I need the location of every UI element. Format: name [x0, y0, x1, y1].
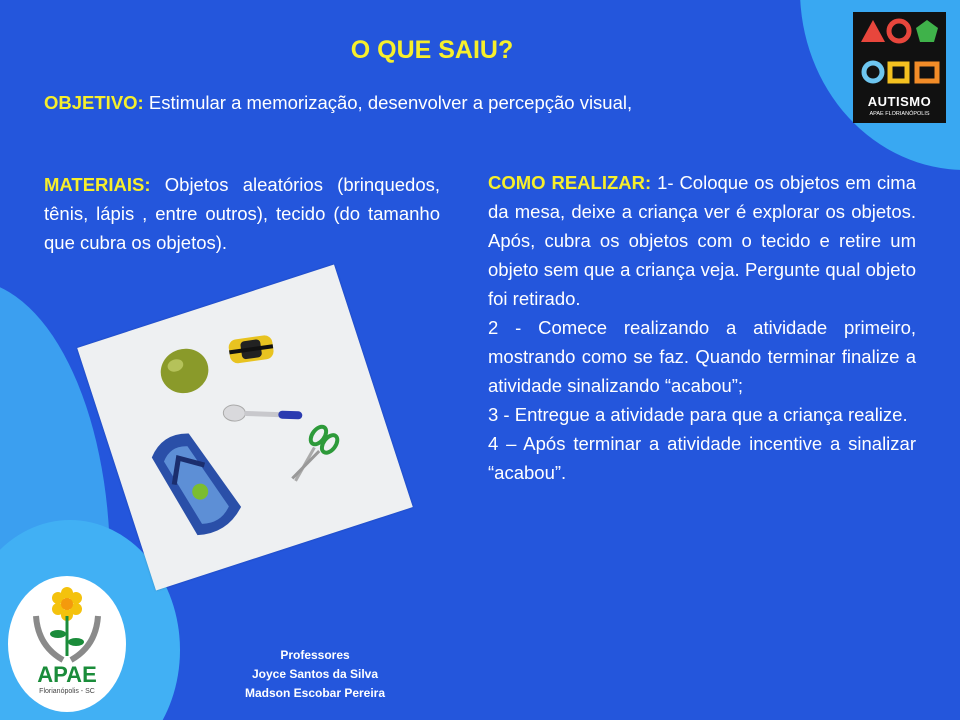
autismo-shapes-icon [853, 12, 946, 92]
credits-teacher-2: Madson Escobar Pereira [244, 686, 386, 700]
objetivo-text: Estimular a memorização, desenvolver a percepção visual, [143, 92, 633, 113]
como-realizar-paragraph [488, 168, 916, 487]
como-realizar-step-4: 4 – Após terminar a atividade incentive a sinalizar “acabou”. [488, 433, 916, 483]
autismo-logo-name: AUTISMO [867, 94, 932, 109]
objetivo-paragraph [44, 88, 744, 117]
como-realizar-label: COMO REALIZAR: [488, 172, 652, 193]
como-realizar-step-3: 3 - Entregue a atividade para que a criança realize. [488, 404, 908, 425]
apae-flower-hands-icon [8, 576, 126, 666]
apae-logo-city: Florianópolis - SC [39, 688, 95, 695]
lime-fruit [155, 343, 214, 400]
materiais-text: Objetos aleatórios (brinquedos, tênis, lápis , entre outros), tecido (do tamanho que cubra os objetos). [44, 174, 440, 253]
como-realizar-step-2: 2 - Comece realizando a atividade primeiro, mostrando como se faz. Quando terminar finalize a atividade sinalizando “acabou”; [488, 317, 916, 396]
credits [200, 646, 430, 703]
credits-heading: Professores [280, 648, 350, 662]
materiais-label: MATERIAIS: [44, 174, 151, 195]
apae-logo-name: APAE [37, 662, 97, 687]
autismo-logo-subtitle: APAE FLORIANÓPOLIS [869, 111, 930, 117]
credits-teacher-1: Joyce Santos da Silva [251, 667, 379, 681]
como-realizar-step-1 [488, 168, 916, 313]
materiais-paragraph [44, 170, 440, 257]
spoon [223, 405, 303, 424]
autismo-logo [853, 12, 946, 123]
step-1-text: 1- Coloque os objetos em cima da mesa, deixe a criança ver é explorar os objetos. Após, cubra os objetos com o tecido e retire um objeto sem que a criança veja. Pergunte qual objeto foi retirado. [488, 172, 916, 309]
scissors [284, 424, 341, 488]
apae-logo [8, 576, 126, 712]
slide-title: O QUE SAIU? [350, 36, 514, 64]
objetivo-label: OBJETIVO: [44, 92, 144, 113]
toy-car [228, 334, 275, 364]
flip-flop-sandal [144, 425, 245, 541]
